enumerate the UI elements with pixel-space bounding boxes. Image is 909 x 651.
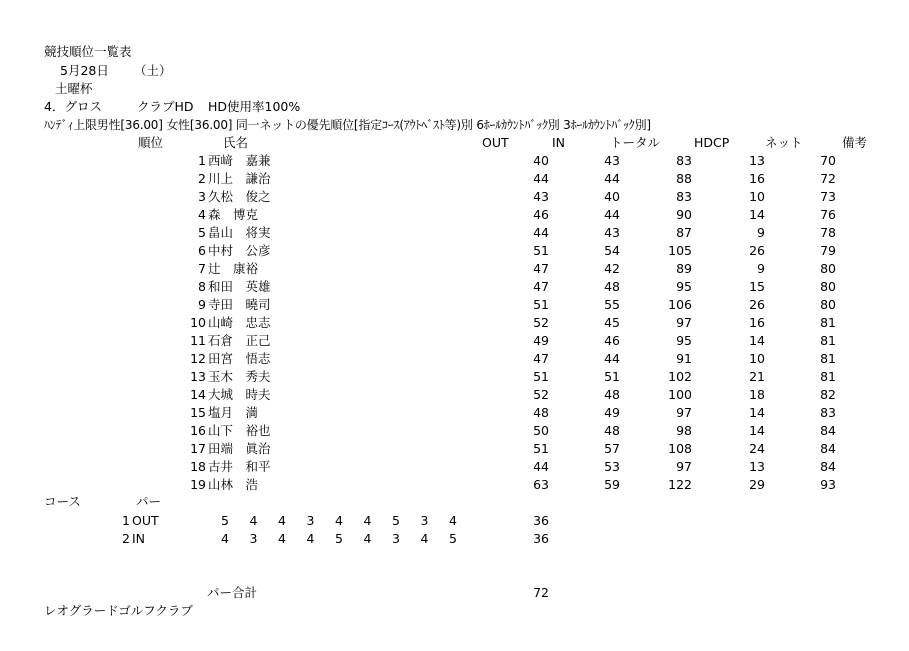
course-line-number: 2 — [122, 531, 130, 546]
out-score-cell: 46 — [533, 207, 549, 222]
col-header-hdcp: HDCP — [694, 135, 730, 150]
in-score-cell: 42 — [604, 261, 620, 276]
hdcp-cell: 14 — [749, 423, 765, 438]
in-score-cell: 44 — [604, 351, 620, 366]
in-score-cell: 43 — [604, 153, 620, 168]
club-name: レオグラードゴルフクラブ — [44, 603, 193, 618]
in-score-cell: 43 — [604, 225, 620, 240]
in-score-cell: 48 — [604, 423, 620, 438]
net-score-cell: 70 — [820, 153, 836, 168]
net-score-cell: 80 — [820, 279, 836, 294]
out-score-cell: 47 — [533, 261, 549, 276]
course-line-number: 1 — [122, 513, 130, 528]
hdcp-cell: 9 — [757, 225, 765, 240]
player-name-cell: 畠山 将実 — [208, 225, 271, 240]
par-total-value: 72 — [533, 585, 549, 600]
hdcp-cell: 26 — [749, 243, 765, 258]
in-score-cell: 40 — [604, 189, 620, 204]
hdcp-cell: 10 — [749, 189, 765, 204]
course-line-name: OUT — [132, 513, 159, 528]
rank-cell: 2 — [198, 171, 206, 186]
total-score-cell: 108 — [668, 441, 692, 456]
course-line-total: 36 — [533, 513, 549, 528]
total-score-cell: 97 — [676, 405, 692, 420]
total-score-cell: 100 — [668, 387, 692, 402]
total-score-cell: 95 — [676, 279, 692, 294]
total-score-cell: 87 — [676, 225, 692, 240]
player-name-cell: 久松 俊之 — [208, 189, 271, 204]
net-score-cell: 78 — [820, 225, 836, 240]
rank-cell: 19 — [190, 477, 206, 492]
out-score-cell: 52 — [533, 315, 549, 330]
net-score-cell: 79 — [820, 243, 836, 258]
col-header-in: IN — [552, 135, 566, 150]
total-score-cell: 83 — [676, 153, 692, 168]
player-name-cell: 塩月 満 — [208, 405, 259, 420]
hole-par-value: 4 — [363, 531, 372, 546]
rank-cell: 10 — [190, 315, 206, 330]
hole-par-value: 4 — [249, 513, 258, 528]
rank-cell: 14 — [190, 387, 206, 402]
out-score-cell: 44 — [533, 171, 549, 186]
player-name-cell: 辻 康裕 — [208, 261, 259, 276]
hdcp-cell: 14 — [749, 207, 765, 222]
total-score-cell: 105 — [668, 243, 692, 258]
total-score-cell: 97 — [676, 459, 692, 474]
out-score-cell: 51 — [533, 243, 549, 258]
hole-par-value: 4 — [306, 531, 315, 546]
out-score-cell: 52 — [533, 387, 549, 402]
net-score-cell: 73 — [820, 189, 836, 204]
hdcp-cell: 10 — [749, 351, 765, 366]
handicap-note: ﾊﾝﾃﾞｨ上限男性[36.00] 女性[36.00] 同一ネットの優先順位[指定ｺｰｽ(ｱｳﾄﾍﾞｽﾄ等)別 6ﾎｰﾙｶｳﾝﾄﾊﾞｯｸ別 3ﾎｰﾙｶｳﾝﾄﾊﾞｯｸ別] — [44, 118, 651, 132]
hole-par-value: 4 — [449, 513, 457, 528]
event-name: 土曜杯 — [55, 81, 93, 96]
in-score-cell: 49 — [604, 405, 620, 420]
total-score-cell: 97 — [676, 315, 692, 330]
col-header-out: OUT — [482, 135, 509, 150]
hdcp-cell: 29 — [749, 477, 765, 492]
in-score-cell: 44 — [604, 171, 620, 186]
hdcp-cell: 14 — [749, 333, 765, 348]
rank-cell: 16 — [190, 423, 206, 438]
hdcp-cell: 26 — [749, 297, 765, 312]
in-score-cell: 54 — [604, 243, 620, 258]
in-score-cell: 44 — [604, 207, 620, 222]
out-score-cell: 51 — [533, 441, 549, 456]
col-header-rank: 順位 — [138, 135, 164, 150]
report-date: 5月28日 — [60, 63, 109, 78]
par-label: パー — [136, 494, 162, 509]
out-score-cell: 44 — [533, 459, 549, 474]
player-name-cell: 石倉 正己 — [208, 333, 271, 348]
player-name-cell: 山林 浩 — [208, 477, 259, 492]
hdcp-cell: 24 — [749, 441, 765, 456]
course-label: コース — [44, 494, 81, 509]
player-name-cell: 森 博克 — [208, 207, 259, 222]
out-score-cell: 44 — [533, 225, 549, 240]
player-name-cell: 川上 謙治 — [208, 171, 271, 186]
net-score-cell: 84 — [820, 459, 836, 474]
player-name-cell: 山崎 忠志 — [208, 315, 271, 330]
out-score-cell: 49 — [533, 333, 549, 348]
total-score-cell: 122 — [668, 477, 692, 492]
total-score-cell: 91 — [676, 351, 692, 366]
hole-par-value: 3 — [420, 513, 429, 528]
player-name-cell: 玉木 秀夫 — [208, 369, 271, 384]
net-score-cell: 81 — [820, 315, 836, 330]
hdcp-cell: 13 — [749, 153, 765, 168]
hole-par-value: 3 — [392, 531, 400, 546]
hdcp-cell: 18 — [749, 387, 765, 402]
in-score-cell: 48 — [604, 387, 620, 402]
net-score-cell: 83 — [820, 405, 836, 420]
player-name-cell: 田宮 悟志 — [208, 351, 271, 366]
par-total-label: パー合計 — [207, 585, 258, 600]
rank-cell: 11 — [190, 333, 206, 348]
out-score-cell: 43 — [533, 189, 549, 204]
in-score-cell: 46 — [604, 333, 620, 348]
hole-par-value: 4 — [420, 531, 429, 546]
rank-cell: 6 — [198, 243, 206, 258]
out-score-cell: 50 — [533, 423, 549, 438]
net-score-cell: 81 — [820, 351, 836, 366]
hole-par-value: 3 — [306, 513, 315, 528]
in-score-cell: 48 — [604, 279, 620, 294]
rank-cell: 7 — [198, 261, 206, 276]
player-name-cell: 西﨑 嘉兼 — [208, 153, 271, 168]
player-name-cell: 山下 裕也 — [208, 423, 271, 438]
report-weekday: （土） — [134, 63, 172, 78]
hole-par-value: 4 — [278, 513, 286, 528]
net-score-cell: 93 — [820, 477, 836, 492]
player-name-cell: 古井 和平 — [208, 459, 271, 474]
hole-par-value: 5 — [392, 513, 400, 528]
out-score-cell: 63 — [533, 477, 549, 492]
hdcp-cell: 16 — [749, 315, 765, 330]
hd-rate-label: HD使用率100% — [208, 99, 301, 114]
report-title: 競技順位一覧表 — [44, 44, 132, 59]
player-name-cell: 中村 公彦 — [208, 243, 271, 258]
rank-cell: 18 — [190, 459, 206, 474]
rank-cell: 17 — [190, 441, 206, 456]
section-label: 4．グロス — [44, 99, 102, 114]
in-score-cell: 53 — [604, 459, 620, 474]
player-name-cell: 田端 眞治 — [208, 441, 271, 456]
rank-cell: 15 — [190, 405, 206, 420]
out-score-cell: 47 — [533, 279, 549, 294]
in-score-cell: 59 — [604, 477, 620, 492]
player-name-cell: 和田 英雄 — [208, 279, 271, 294]
hole-par-value: 4 — [335, 513, 343, 528]
rank-cell: 9 — [198, 297, 206, 312]
total-score-cell: 83 — [676, 189, 692, 204]
net-score-cell: 82 — [820, 387, 836, 402]
hole-par-value: 3 — [249, 531, 258, 546]
net-score-cell: 84 — [820, 423, 836, 438]
hole-par-value: 4 — [278, 531, 286, 546]
col-header-net: ネット — [765, 135, 803, 150]
club-hd-label: クラブHD — [137, 99, 194, 114]
hdcp-cell: 9 — [757, 261, 765, 276]
total-score-cell: 102 — [668, 369, 692, 384]
col-header-notes: 備考 — [842, 135, 868, 150]
hdcp-cell: 16 — [749, 171, 765, 186]
in-score-cell: 55 — [604, 297, 620, 312]
in-score-cell: 45 — [604, 315, 620, 330]
net-score-cell: 81 — [820, 333, 836, 348]
rank-cell: 12 — [190, 351, 206, 366]
rank-cell: 8 — [198, 279, 206, 294]
hole-par-value: 5 — [221, 513, 229, 528]
in-score-cell: 51 — [604, 369, 620, 384]
total-score-cell: 106 — [668, 297, 692, 312]
net-score-cell: 76 — [820, 207, 836, 222]
hdcp-cell: 14 — [749, 405, 765, 420]
out-score-cell: 48 — [533, 405, 549, 420]
rank-cell: 3 — [198, 189, 206, 204]
net-score-cell: 72 — [820, 171, 836, 186]
out-score-cell: 47 — [533, 351, 549, 366]
hdcp-cell: 13 — [749, 459, 765, 474]
rank-cell: 13 — [190, 369, 206, 384]
col-header-total: トータル — [610, 135, 661, 150]
rank-cell: 5 — [198, 225, 206, 240]
total-score-cell: 95 — [676, 333, 692, 348]
net-score-cell: 84 — [820, 441, 836, 456]
hole-par-value: 5 — [449, 531, 457, 546]
total-score-cell: 90 — [676, 207, 692, 222]
rank-cell: 4 — [198, 207, 206, 222]
course-line-total: 36 — [533, 531, 549, 546]
col-header-name: 氏名 — [223, 135, 249, 150]
player-name-cell: 大城 時夫 — [208, 387, 271, 402]
out-score-cell: 40 — [533, 153, 549, 168]
player-name-cell: 寺田 曉司 — [208, 297, 271, 312]
hdcp-cell: 21 — [749, 369, 765, 384]
hole-par-value: 5 — [335, 531, 343, 546]
hole-par-value: 4 — [363, 513, 372, 528]
net-score-cell: 80 — [820, 297, 836, 312]
course-line-name: IN — [132, 531, 146, 546]
total-score-cell: 89 — [676, 261, 692, 276]
net-score-cell: 80 — [820, 261, 836, 276]
hdcp-cell: 15 — [749, 279, 765, 294]
total-score-cell: 98 — [676, 423, 692, 438]
hole-par-value: 4 — [221, 531, 229, 546]
in-score-cell: 57 — [604, 441, 620, 456]
rank-cell: 1 — [198, 153, 206, 168]
total-score-cell: 88 — [676, 171, 692, 186]
out-score-cell: 51 — [533, 369, 549, 384]
net-score-cell: 81 — [820, 369, 836, 384]
out-score-cell: 51 — [533, 297, 549, 312]
